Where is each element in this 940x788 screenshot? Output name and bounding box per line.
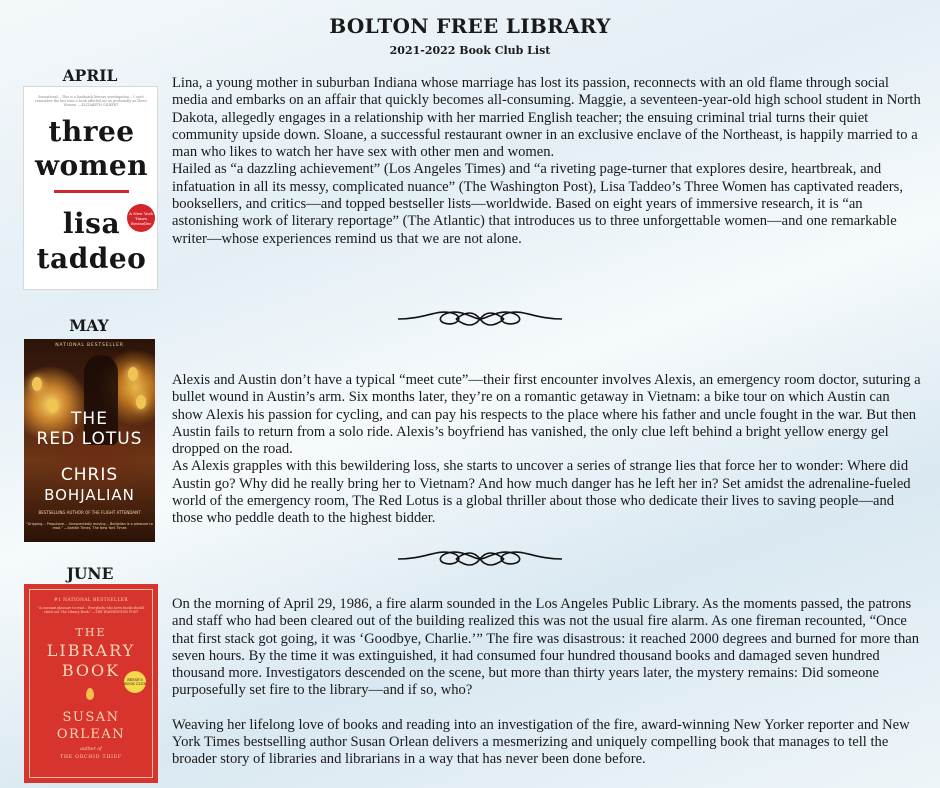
library-title: BOLTON FREE LIBRARY	[329, 14, 611, 38]
book-description-june	[172, 596, 924, 769]
cover-title-line1: THE	[75, 626, 107, 639]
lantern-icon	[136, 395, 146, 409]
cover-byline-title: THE ORCHID THIEF	[60, 755, 122, 760]
cover-author-line2: BOHJALIAN	[44, 486, 135, 504]
description-paragraph: Hailed as “a dazzling achievement” (Los Angeles Times) and “a riveting page-turner that explores desire, heartbreak, and infatuation in all its messy, complicated nuance” (The Washington Post), Lisa Taddeo’s Three Women has captivated readers, booksellers, and critics—and topped bestseller lists—worldwide. Based on eight years of immersive research, it is “an astonishing work of literary reportage” (The Atlantic) that introduces us to three unforgettable women—and one remarkable writer—whose experiences remind us that we are not alone.	[172, 161, 903, 247]
cover-quote: "Gripping… Propulsive… Unexpectedly moving… Bohjalian is a pleasure to read." —Seattle Times, The New York Times	[26, 522, 153, 530]
cover-title-line2: women	[34, 149, 149, 182]
cover-bestseller-badge: A New York Times Bestseller	[127, 204, 155, 232]
month-april: APRIL	[62, 66, 118, 85]
lantern-icon	[32, 377, 42, 391]
month-june: JUNE	[66, 564, 114, 583]
book-cover-red-lotus	[24, 339, 155, 542]
cover-tag: NATIONAL BESTSELLER	[55, 343, 124, 348]
cover-author-line1: CHRIS	[60, 465, 119, 485]
description-paragraph: Weaving her lifelong love of books and reading into an investigation of the fire, award-winning New Yorker reporter and New York Times bestselling author Susan Orlean delivers a mesmerizing and uniquely compelling book that manages to tell the broader story of libraries and librarians in a way that has never been done before.	[172, 716, 910, 768]
cover-red-bar	[54, 190, 129, 193]
cover-author-line1: SUSAN	[62, 710, 120, 725]
ornamental-divider	[396, 545, 564, 573]
cover-title-line3: BOOK	[61, 661, 121, 680]
book-description-may	[172, 372, 924, 528]
book-club-sticker: REESE'S BOOK CLUB	[124, 671, 146, 693]
cover-blurb: Sensational… This is a landmark literary investigation… I can't remember the last time a book affected me as profoundly as Three Women. —ELIZABETH GILBERT	[35, 95, 147, 107]
description-paragraph: Lina, a young mother in suburban Indiana whose marriage has lost its passion, reconnects with an old flame through social media and embarks on an affair that quickly becomes all-consuming. Maggie, a seventeen-year-old high school student in North Dakota, allegedly engages in a relationship with her married English teacher; the ensuing criminal trial turns their quiet community upside down. Sloane, a successful restaurant owner in an exclusive enclave of the Northeast, is happily married to a man who likes to watch her have sex with other men and women.	[172, 75, 921, 161]
cover-title-line2: RED LOTUS	[36, 429, 143, 449]
month-may: MAY	[69, 316, 109, 335]
cover-tag: #1 NATIONAL BESTSELLER	[54, 598, 128, 603]
book-cover-library-book	[24, 584, 158, 783]
cover-byline-prefix: author of	[80, 747, 102, 752]
book-cover-three-women	[23, 86, 158, 290]
cover-author-line2: ORLEAN	[56, 727, 126, 742]
cover-author-line1: lisa	[62, 207, 121, 240]
description-paragraph: As Alexis grapples with this bewildering loss, she starts to uncover a series of strange lies that force her to wonder: Where did Austin go? Why did he really bring her to Vietnam? And how much danger has he left her in? Set amidst the adrenaline-fueled world of the emergency room, The Red Lotus is a global thriller about those who dedicate their lives to saving people—and those who peddle death to the highest bidder.	[172, 458, 911, 527]
description-paragraph: On the morning of April 29, 1986, a fire alarm sounded in the Los Angeles Public Library. As the moments passed, the patrons and staff who had been cleared out of the building realized this was not the usual fire alarm. As one fireman recounted, “Once that first stack got going, it was ‘Goodbye, Charlie.’” The fire was disastrous: it reached 2000 degrees and burned for more than seven hours. By the time it was extinguished, it had consumed four hundred thousand books and damaged seven hundred thousand more. Investigators descended on the scene, but more than thirty years later, the mystery remains: Did someone purposefully set fire to the library—and if so, who?	[172, 596, 920, 699]
cover-author-line2: taddeo	[36, 242, 147, 275]
book-description-april	[172, 75, 924, 248]
cover-blurb: "A constant pleasure to read… Everybody who loves books should check out The Library Book." —THE WASHINGTON POST	[37, 606, 145, 614]
lantern-icon	[128, 367, 138, 381]
cover-title-line1: THE	[71, 409, 108, 429]
ornamental-divider	[396, 305, 564, 333]
flame-icon	[86, 688, 94, 700]
description-paragraph: Alexis and Austin don’t have a typical “meet cute”—their first encounter involves Alexis, an emergency room doctor, suturing a bullet wound in Austin’s arm. Six months later, they’re on a romantic getaway in Vietnam: a bike tour on which Austin can show Alexis his passion for cycling, and can pay his respects to the place where his father and uncle fought in the war. But then Austin fails to return from a solo ride. Alexis’s boyfriend has vanished, the only clue left behind a bright yellow energy gel dropped on the road.	[172, 372, 921, 458]
cover-title-line2: LIBRARY	[46, 641, 136, 660]
cover-byline: BESTSELLING AUTHOR OF THE FLIGHT ATTENDANT	[38, 510, 141, 515]
book-club-subtitle: 2021-2022 Book Club List	[389, 44, 551, 57]
cover-title-line1: three	[48, 115, 135, 148]
